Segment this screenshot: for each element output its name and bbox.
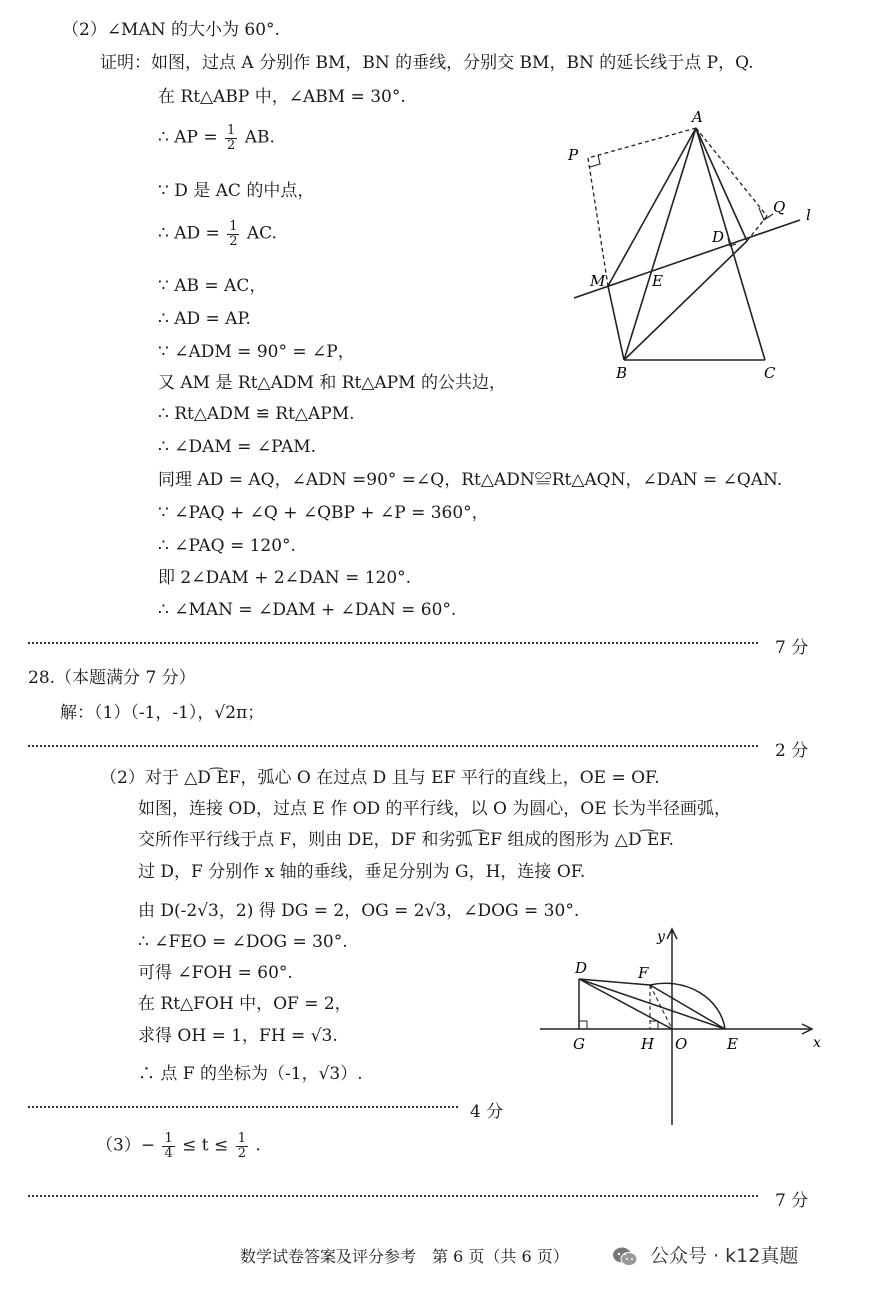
line-l (574, 220, 800, 298)
solution-line: 过 D，F 分别作 x 轴的垂线，垂足分别为 G，H，连接 OF. (138, 862, 586, 882)
fraction: $\frac{1}{2}$ (237, 1131, 246, 1161)
proof-line: 同理 AD = AQ，∠ADN =90° =∠Q，Rt△ADN≌Rt△AQN，∠DAN = ∠QAN. (158, 470, 783, 490)
proof-text: AB. (244, 127, 275, 148)
fraction: $\frac{1}{4}$ (164, 1131, 173, 1161)
label-l: l (806, 206, 811, 224)
dashed-aq (696, 128, 767, 216)
label-f: F (638, 964, 649, 982)
score-label: 7 分 (775, 1191, 809, 1211)
proof-line: ∵ AB = AC， (158, 276, 267, 296)
proof-line: 证明：如图，过点 A 分别作 BM，BN 的垂线，分别交 BM，BN 的延长线于点 P，Q. (100, 53, 754, 73)
label-a: A (692, 108, 703, 126)
proof-line: ∴ Rt△ADM ≌ Rt△APM. (158, 404, 355, 424)
right-angle-mark-q (759, 208, 773, 220)
label-d: D (712, 228, 725, 246)
fraction: $\frac{1}{2}$ (229, 219, 238, 249)
solution-text: （3）− (96, 1135, 156, 1156)
segment-bm (608, 286, 624, 360)
solution-line: 求得 OH = 1，FH = √3. (138, 1026, 338, 1046)
score-label: 4 分 (470, 1102, 504, 1122)
proof-line: 又 AM 是 Rt△ADM 和 Rt△APM 的公共边， (158, 373, 506, 393)
proof-line: ∵ ∠ADM = 90° = ∠P， (158, 342, 355, 362)
page-footer: 数学试卷答案及评分参考 第 6 页（共 6 页） (240, 1247, 569, 1266)
solution-line: 由 D(-2√3，2) 得 DG = 2，OG = 2√3，∠DOG = 30°. (138, 901, 580, 921)
solution-text: . (255, 1135, 261, 1156)
label-g: G (573, 1035, 585, 1053)
fraction: $\frac{1}{2}$ (227, 123, 236, 153)
proof-line-fraction (158, 124, 275, 152)
label-c: C (764, 364, 776, 382)
solution-line: 可得 ∠FOH = 60°. (138, 963, 293, 983)
proof-text: AC. (246, 223, 277, 244)
solution-part1: 解：（1）（-1，-1），√2π； (60, 703, 265, 723)
solution-line: 交所作平行线于点 F，则由 DE，DF 和劣弧 ͡EF 组成的图形为 △D ͡EF. (138, 830, 674, 850)
wechat-icon (612, 1246, 638, 1268)
proof-text: ∴ AD = (158, 223, 220, 244)
question-28-heading: 28.（本题满分 7 分） (28, 668, 196, 688)
proof-line: ∴ ∠PAQ = 120°. (158, 536, 296, 556)
score-dots (28, 1195, 758, 1197)
proof-line: 即 2∠DAM + 2∠DAN = 120°. (158, 568, 412, 588)
label-b: B (616, 364, 628, 382)
solution-text: ≤ t ≤ (182, 1135, 229, 1156)
score-dots (28, 642, 758, 644)
proof-line-fraction (158, 220, 277, 248)
solution-line: 在 Rt△FOH 中，OF = 2， (138, 994, 352, 1014)
label-o: O (675, 1035, 688, 1053)
proof-text: ∴ AP = (158, 127, 218, 148)
right-angle-mark-h (650, 1021, 658, 1029)
score-label: 2 分 (775, 741, 809, 761)
label-h: H (641, 1035, 655, 1053)
label-x: x (813, 1035, 821, 1051)
label-q: Q (773, 198, 786, 216)
label-d: D (575, 959, 588, 977)
dashed-pm (588, 158, 608, 286)
label-e: E (727, 1035, 738, 1053)
solution-line: ∴ 点 F 的坐标为（-1，√3）. (138, 1064, 363, 1084)
score-label: 7 分 (775, 638, 809, 658)
proof-line: ∵ D 是 AC 的中点， (158, 181, 315, 201)
proof-line: ∴ ∠DAM = ∠PAM. (158, 437, 317, 457)
watermark (612, 1241, 798, 1268)
right-angle-mark-g (579, 1021, 587, 1029)
solution-line: （2）对于 △D ͡EF，弧心 O 在过点 D 且与 EF 平行的直线上，OE = OF. (100, 768, 660, 788)
label-m: M (590, 272, 606, 290)
proof-line: ∴ AD = AP. (158, 309, 251, 329)
label-y: y (657, 929, 665, 945)
label-e: E (652, 272, 663, 290)
label-p: P (568, 146, 579, 164)
watermark-text: 公众号 · k12真题 (650, 1245, 799, 1267)
solution-part3 (96, 1132, 261, 1160)
segment-am (608, 128, 696, 286)
dashed-ap (588, 128, 696, 158)
proof-line: ∴ ∠MAN = ∠DAM + ∠DAN = 60°. (158, 600, 457, 620)
solution-line: 如图，连接 OD，过点 E 作 OD 的平行线，以 O 为圆心，OE 长为半径画弧， (138, 799, 732, 819)
part2-heading: （2）∠MAN 的大小为 60°. (62, 20, 280, 40)
segment-an (696, 128, 747, 241)
geometry-figure-1 (560, 108, 820, 383)
proof-line: 在 Rt△ABP 中，∠ABM = 30°. (158, 87, 406, 107)
coordinate-figure-2 (535, 925, 825, 1130)
solution-line: ∴ ∠FEO = ∠DOG = 30°. (138, 932, 348, 952)
proof-line: ∵ ∠PAQ + ∠Q + ∠QBP + ∠P = 360°， (158, 503, 489, 523)
score-dots (28, 1106, 458, 1108)
score-dots (28, 745, 758, 747)
